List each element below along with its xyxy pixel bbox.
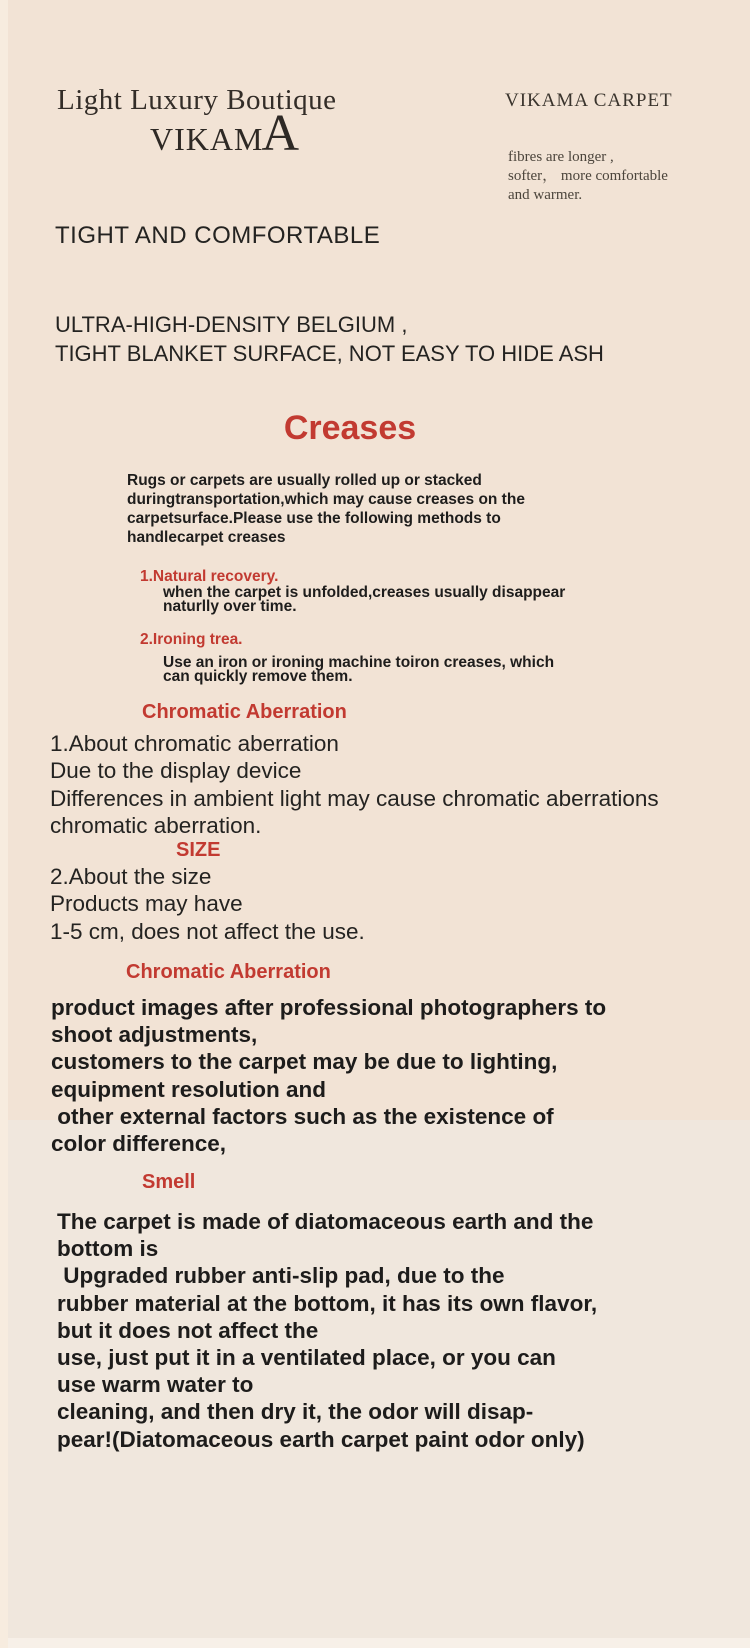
paragraph-line: 2.About the size [50, 864, 212, 889]
paragraph-line: when the carpet is unfolded,creases usually disappear [163, 584, 566, 601]
brand-tagline: Light Luxury Boutique [57, 84, 337, 116]
size-heading: SIZE [176, 839, 221, 861]
creases-intro-paragraph [127, 471, 525, 547]
smell-heading: Smell [142, 1171, 196, 1193]
paragraph-line: 1.About chromatic aberration [50, 731, 339, 756]
paragraph-line: Due to the display device [50, 758, 302, 784]
creases-item2-label: 2.Ironing trea. [140, 631, 243, 648]
chromatic-aberration-paragraph-2 [51, 994, 606, 1157]
size-paragraph [50, 863, 365, 945]
paragraph-line: Products may have [50, 891, 243, 917]
intro-line: TIGHT BLANKET SURFACE, NOT EASY TO HIDE ASH [55, 341, 604, 366]
paragraph-line: color difference, [51, 1131, 227, 1157]
paragraph-line: 1-5 cm, does not affect the use. [50, 918, 365, 944]
paragraph-line: chromatic aberration. [50, 812, 262, 838]
smell-paragraph [57, 1208, 597, 1453]
paragraph-line: can quickly remove them. [163, 667, 353, 685]
chromatic-aberration-paragraph-1 [50, 730, 659, 839]
brand-logo-word: VIKAM [150, 121, 264, 157]
paragraph-line: product images after professional photographers to [51, 995, 607, 1020]
paragraph-line: use, just put it in a ventilated place, or you can [57, 1345, 556, 1371]
slogan-line: fibres are longer , [508, 149, 614, 165]
paragraph-line: bottom is [57, 1236, 159, 1262]
paragraph-line: pear!(Diatomaceous earth carpet paint odor only) [57, 1426, 585, 1452]
chromatic-aberration-heading-2: Chromatic Aberration [126, 961, 331, 983]
paragraph-line: Rugs or carpets are usually rolled up or stacked [127, 472, 482, 489]
paragraph-line: naturlly over time. [163, 597, 297, 615]
chromatic-aberration-heading-1: Chromatic Aberration [142, 701, 347, 723]
paragraph-line: but it does not affect the [57, 1317, 319, 1343]
paragraph-line: equipment resolution and [51, 1076, 327, 1102]
paragraph-line: Upgraded rubber anti-slip pad, due to the [57, 1263, 505, 1289]
paragraph-line: carpetsurface.Please use the following methods to [127, 510, 501, 527]
paragraph-line: cleaning, and then dry it, the odor will disap- [57, 1399, 534, 1425]
paragraph-line: rubber material at the bottom, it has its own flavor, [57, 1290, 598, 1316]
slogan-line: and warmer. [508, 187, 583, 203]
brand-logo [150, 105, 299, 162]
paragraph-line: The carpet is made of diatomaceous earth and the [57, 1209, 594, 1234]
headline: TIGHT AND COMFORTABLE [55, 222, 381, 249]
intro-subtext [55, 310, 604, 368]
creases-section-title: Creases [283, 409, 417, 447]
brand-logo-accent-letter: A [261, 105, 299, 162]
paragraph-line: use warm water to [57, 1372, 254, 1398]
intro-line: ULTRA-HIGH-DENSITY BELGIUM , [55, 312, 408, 337]
slogan-line: softer， more comfortable [508, 168, 668, 184]
paragraph-line: customers to the carpet may be due to lighting, [51, 1049, 558, 1075]
paragraph-line: handlecarpet creases [127, 529, 286, 546]
brand-name-right: VIKAMA CARPET [505, 90, 673, 111]
paragraph-line: shoot adjustments, [51, 1022, 258, 1048]
paragraph-line: Use an iron or ironing machine toiron creases, which [163, 654, 555, 671]
creases-item1-text [163, 586, 565, 613]
paragraph-line: other external factors such as the existence of [51, 1103, 554, 1129]
paragraph-line: duringtransportation,which may cause creases on the [127, 491, 525, 508]
creases-item1-label: 1.Natural recovery. [140, 568, 279, 585]
paragraph-line: Differences in ambient light may cause chromatic aberrations [50, 785, 659, 811]
creases-item2-text [163, 656, 554, 683]
brand-slogan [508, 148, 668, 205]
